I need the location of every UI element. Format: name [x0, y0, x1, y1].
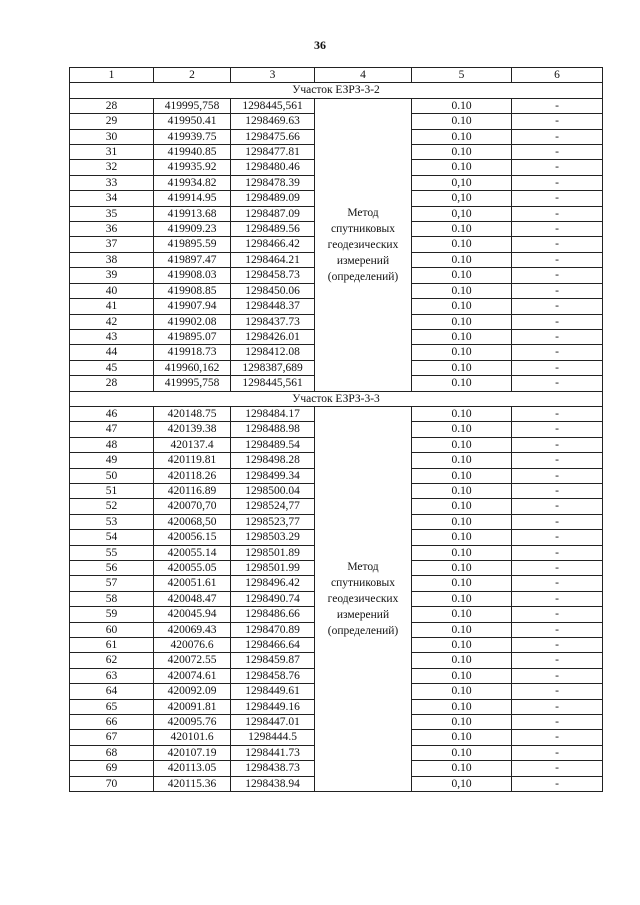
column-6-value: -: [512, 591, 603, 606]
column-6-value: -: [512, 530, 603, 545]
coord-x: 419913.68: [154, 206, 231, 221]
accuracy-value: 0,10: [412, 175, 512, 190]
coord-x: 420045.94: [154, 607, 231, 622]
accuracy-value: 0.10: [412, 360, 512, 375]
accuracy-value: 0.10: [412, 730, 512, 745]
column-6-value: -: [512, 715, 603, 730]
page-number: 36: [314, 38, 326, 52]
coord-x: 420113.05: [154, 761, 231, 776]
accuracy-value: 0.10: [412, 591, 512, 606]
accuracy-value: 0.10: [412, 422, 512, 437]
column-6-value: -: [512, 453, 603, 468]
column-6-value: -: [512, 622, 603, 637]
coord-x: 419950.41: [154, 114, 231, 129]
column-6-value: -: [512, 668, 603, 683]
coord-y: 1298466.42: [231, 237, 315, 252]
column-header: 1: [70, 68, 154, 83]
coord-y: 1298444.5: [231, 730, 315, 745]
coord-x: 419897.47: [154, 252, 231, 267]
accuracy-value: 0.10: [412, 376, 512, 391]
coord-y: 1298470.89: [231, 622, 315, 637]
coord-x: 420107.19: [154, 745, 231, 760]
method-cell: [315, 98, 412, 391]
method-line: геодезических: [327, 593, 399, 606]
accuracy-value: 0.10: [412, 437, 512, 452]
column-6-value: -: [512, 699, 603, 714]
coord-y: 1298387,689: [231, 360, 315, 375]
accuracy-value: 0.10: [412, 252, 512, 267]
column-6-value: -: [512, 483, 603, 498]
coord-y: 1298459.87: [231, 653, 315, 668]
column-6-value: -: [512, 175, 603, 190]
point-number: 43: [70, 329, 154, 344]
point-number: 56: [70, 561, 154, 576]
coord-x: 420055.05: [154, 561, 231, 576]
point-number: 65: [70, 699, 154, 714]
point-number: 55: [70, 545, 154, 560]
accuracy-value: 0.10: [412, 314, 512, 329]
column-6-value: -: [512, 191, 603, 206]
accuracy-value: 0.10: [412, 530, 512, 545]
column-6-value: -: [512, 499, 603, 514]
accuracy-value: 0.10: [412, 638, 512, 653]
coord-x: 419960,162: [154, 360, 231, 375]
point-number: 31: [70, 145, 154, 160]
accuracy-value: 0.10: [412, 761, 512, 776]
coord-x: 419895.07: [154, 329, 231, 344]
coord-x: 420139.38: [154, 422, 231, 437]
header-row: [70, 68, 603, 83]
point-number: 67: [70, 730, 154, 745]
point-number: 47: [70, 422, 154, 437]
accuracy-value: 0.10: [412, 237, 512, 252]
accuracy-value: 0.10: [412, 453, 512, 468]
point-number: 32: [70, 160, 154, 175]
coord-x: 419908.85: [154, 283, 231, 298]
accuracy-value: 0.10: [412, 329, 512, 344]
coord-x: 419995,758: [154, 98, 231, 113]
column-header: 4: [315, 68, 412, 83]
coord-x: 420076.6: [154, 638, 231, 653]
accuracy-value: 0.10: [412, 114, 512, 129]
coord-y: 1298469.63: [231, 114, 315, 129]
coord-x: 420115.36: [154, 776, 231, 791]
point-number: 37: [70, 237, 154, 252]
coord-x: 420116.89: [154, 483, 231, 498]
coord-x: 420119.81: [154, 453, 231, 468]
coord-x: 420095.76: [154, 715, 231, 730]
coord-y: 1298475.66: [231, 129, 315, 144]
section-title: Участок ЕЗРЗ-3-3: [70, 391, 603, 406]
point-number: 34: [70, 191, 154, 206]
column-6-value: -: [512, 222, 603, 237]
accuracy-value: 0.10: [412, 545, 512, 560]
accuracy-value: 0.10: [412, 653, 512, 668]
coord-x: 420051.61: [154, 576, 231, 591]
column-6-value: -: [512, 129, 603, 144]
coord-x: 420072.55: [154, 653, 231, 668]
column-header: 6: [512, 68, 603, 83]
point-number: 70: [70, 776, 154, 791]
coord-x: 420074.61: [154, 668, 231, 683]
coord-x: 419908.03: [154, 268, 231, 283]
column-6-value: -: [512, 206, 603, 221]
coord-y: 1298503.29: [231, 530, 315, 545]
coord-x: 420118.26: [154, 468, 231, 483]
point-number: 66: [70, 715, 154, 730]
point-number: 30: [70, 129, 154, 144]
point-number: 68: [70, 745, 154, 760]
coord-x: 420070,70: [154, 499, 231, 514]
coord-x: 420137.4: [154, 437, 231, 452]
accuracy-value: 0.10: [412, 145, 512, 160]
column-6-value: -: [512, 406, 603, 421]
coord-y: 1298448.37: [231, 299, 315, 314]
point-number: 44: [70, 345, 154, 360]
point-number: 41: [70, 299, 154, 314]
column-6-value: -: [512, 545, 603, 560]
point-number: 29: [70, 114, 154, 129]
column-6-value: -: [512, 283, 603, 298]
coord-y: 1298487.09: [231, 206, 315, 221]
point-number: 40: [70, 283, 154, 298]
column-6-value: -: [512, 360, 603, 375]
coord-x: 419995,758: [154, 376, 231, 391]
coord-y: 1298441.73: [231, 745, 315, 760]
coord-y: 1298458.76: [231, 668, 315, 683]
point-number: 45: [70, 360, 154, 375]
column-6-value: -: [512, 237, 603, 252]
accuracy-value: 0.10: [412, 283, 512, 298]
column-6-value: -: [512, 252, 603, 267]
method-line: геодезических: [327, 238, 399, 251]
accuracy-value: 0.10: [412, 406, 512, 421]
coord-y: 1298438.73: [231, 761, 315, 776]
method-line: измерений: [336, 254, 390, 267]
accuracy-value: 0.10: [412, 715, 512, 730]
table-body: [70, 68, 603, 792]
point-number: 53: [70, 514, 154, 529]
accuracy-value: 0.10: [412, 607, 512, 622]
column-6-value: -: [512, 653, 603, 668]
method-cell: [315, 406, 412, 791]
column-6-value: -: [512, 145, 603, 160]
column-6-value: -: [512, 561, 603, 576]
coord-y: 1298488.98: [231, 422, 315, 437]
accuracy-value: 0,10: [412, 191, 512, 206]
coord-y: 1298445,561: [231, 376, 315, 391]
column-header: 3: [231, 68, 315, 83]
coord-y: 1298458.73: [231, 268, 315, 283]
coord-x: 420048.47: [154, 591, 231, 606]
column-6-value: -: [512, 98, 603, 113]
coord-x: 419939.75: [154, 129, 231, 144]
point-number: 60: [70, 622, 154, 637]
method-line: спутниковых: [330, 577, 395, 590]
accuracy-value: 0.10: [412, 561, 512, 576]
point-number: 52: [70, 499, 154, 514]
column-6-value: -: [512, 468, 603, 483]
column-header: 2: [154, 68, 231, 83]
coord-y: 1298464.21: [231, 252, 315, 267]
coord-x: 420068,50: [154, 514, 231, 529]
coord-x: 419918.73: [154, 345, 231, 360]
coord-y: 1298489.56: [231, 222, 315, 237]
column-6-value: -: [512, 761, 603, 776]
coord-x: 420056.15: [154, 530, 231, 545]
method-line: (определений): [327, 270, 399, 283]
column-6-value: -: [512, 730, 603, 745]
accuracy-value: 0.10: [412, 129, 512, 144]
point-number: 33: [70, 175, 154, 190]
coord-y: 1298486.66: [231, 607, 315, 622]
coordinates-table: [69, 67, 603, 792]
point-number: 38: [70, 252, 154, 267]
coord-x: 420148.75: [154, 406, 231, 421]
coord-y: 1298466.64: [231, 638, 315, 653]
method-line: спутниковых: [330, 222, 395, 235]
point-number: 28: [70, 98, 154, 113]
coord-x: 420055.14: [154, 545, 231, 560]
accuracy-value: 0.10: [412, 699, 512, 714]
point-number: 46: [70, 406, 154, 421]
coord-x: 420092.09: [154, 684, 231, 699]
accuracy-value: 0.10: [412, 622, 512, 637]
column-6-value: -: [512, 376, 603, 391]
coord-y: 1298450.06: [231, 283, 315, 298]
coord-x: 420101.6: [154, 730, 231, 745]
point-number: 59: [70, 607, 154, 622]
section-title-row: [70, 83, 603, 98]
point-number: 54: [70, 530, 154, 545]
coord-y: 1298412.08: [231, 345, 315, 360]
column-6-value: -: [512, 345, 603, 360]
column-6-value: -: [512, 160, 603, 175]
method-line: Метод: [347, 206, 379, 219]
coord-y: 1298438.94: [231, 776, 315, 791]
column-6-value: -: [512, 776, 603, 791]
point-number: 42: [70, 314, 154, 329]
method-line: (определений): [327, 625, 399, 638]
coord-x: 419902.08: [154, 314, 231, 329]
coord-x: 419907.94: [154, 299, 231, 314]
section-title: Участок ЕЗРЗ-3-2: [70, 83, 603, 98]
coord-y: 1298498.28: [231, 453, 315, 468]
coord-x: 419914.95: [154, 191, 231, 206]
point-number: 63: [70, 668, 154, 683]
coord-y: 1298489.54: [231, 437, 315, 452]
column-6-value: -: [512, 638, 603, 653]
coord-y: 1298478.39: [231, 175, 315, 190]
point-number: 39: [70, 268, 154, 283]
point-number: 48: [70, 437, 154, 452]
column-6-value: -: [512, 314, 603, 329]
column-header: 5: [412, 68, 512, 83]
coord-x: 420069.43: [154, 622, 231, 637]
column-6-value: -: [512, 114, 603, 129]
column-6-value: -: [512, 684, 603, 699]
column-6-value: -: [512, 607, 603, 622]
coord-y: 1298489.09: [231, 191, 315, 206]
accuracy-value: 0.10: [412, 268, 512, 283]
point-number: 36: [70, 222, 154, 237]
coord-y: 1298490.74: [231, 591, 315, 606]
accuracy-value: 0.10: [412, 514, 512, 529]
point-number: 69: [70, 761, 154, 776]
coord-y: 1298426.01: [231, 329, 315, 344]
accuracy-value: 0.10: [412, 668, 512, 683]
point-number: 51: [70, 483, 154, 498]
point-number: 49: [70, 453, 154, 468]
point-number: 61: [70, 638, 154, 653]
accuracy-value: 0.10: [412, 468, 512, 483]
point-number: 50: [70, 468, 154, 483]
accuracy-value: 0.10: [412, 345, 512, 360]
column-6-value: -: [512, 437, 603, 452]
accuracy-value: 0.10: [412, 222, 512, 237]
column-6-value: -: [512, 745, 603, 760]
coord-y: 1298499.34: [231, 468, 315, 483]
accuracy-value: 0.10: [412, 98, 512, 113]
accuracy-value: 0.10: [412, 160, 512, 175]
column-6-value: -: [512, 576, 603, 591]
point-number: 62: [70, 653, 154, 668]
point-number: 28: [70, 376, 154, 391]
coord-y: 1298480.46: [231, 160, 315, 175]
accuracy-value: 0.10: [412, 483, 512, 498]
table-row: [70, 98, 603, 113]
coord-y: 1298500.04: [231, 483, 315, 498]
coord-x: 419909.23: [154, 222, 231, 237]
accuracy-value: 0.10: [412, 299, 512, 314]
point-number: 64: [70, 684, 154, 699]
method-line: измерений: [336, 609, 390, 622]
column-6-value: -: [512, 514, 603, 529]
coord-y: 1298501.89: [231, 545, 315, 560]
coord-y: 1298447.01: [231, 715, 315, 730]
accuracy-value: 0.10: [412, 684, 512, 699]
coord-y: 1298449.61: [231, 684, 315, 699]
coord-x: 420091.81: [154, 699, 231, 714]
coord-y: 1298477.81: [231, 145, 315, 160]
point-number: 35: [70, 206, 154, 221]
coord-x: 419934.82: [154, 175, 231, 190]
accuracy-value: 0.10: [412, 576, 512, 591]
point-number: 58: [70, 591, 154, 606]
table-row: [70, 406, 603, 421]
accuracy-value: 0.10: [412, 499, 512, 514]
coord-y: 1298445,561: [231, 98, 315, 113]
section-title-row: [70, 391, 603, 406]
coord-y: 1298523,77: [231, 514, 315, 529]
coord-x: 419940.85: [154, 145, 231, 160]
accuracy-value: 0,10: [412, 776, 512, 791]
column-6-value: -: [512, 268, 603, 283]
coord-y: 1298524,77: [231, 499, 315, 514]
accuracy-value: 0,10: [412, 206, 512, 221]
coord-y: 1298449.16: [231, 699, 315, 714]
method-line: Метод: [347, 561, 379, 574]
coord-x: 419935.92: [154, 160, 231, 175]
coord-y: 1298501.99: [231, 561, 315, 576]
coord-x: 419895.59: [154, 237, 231, 252]
point-number: 57: [70, 576, 154, 591]
accuracy-value: 0.10: [412, 745, 512, 760]
column-6-value: -: [512, 329, 603, 344]
column-6-value: -: [512, 422, 603, 437]
coord-y: 1298484.17: [231, 406, 315, 421]
coord-y: 1298496.42: [231, 576, 315, 591]
column-6-value: -: [512, 299, 603, 314]
coord-y: 1298437.73: [231, 314, 315, 329]
